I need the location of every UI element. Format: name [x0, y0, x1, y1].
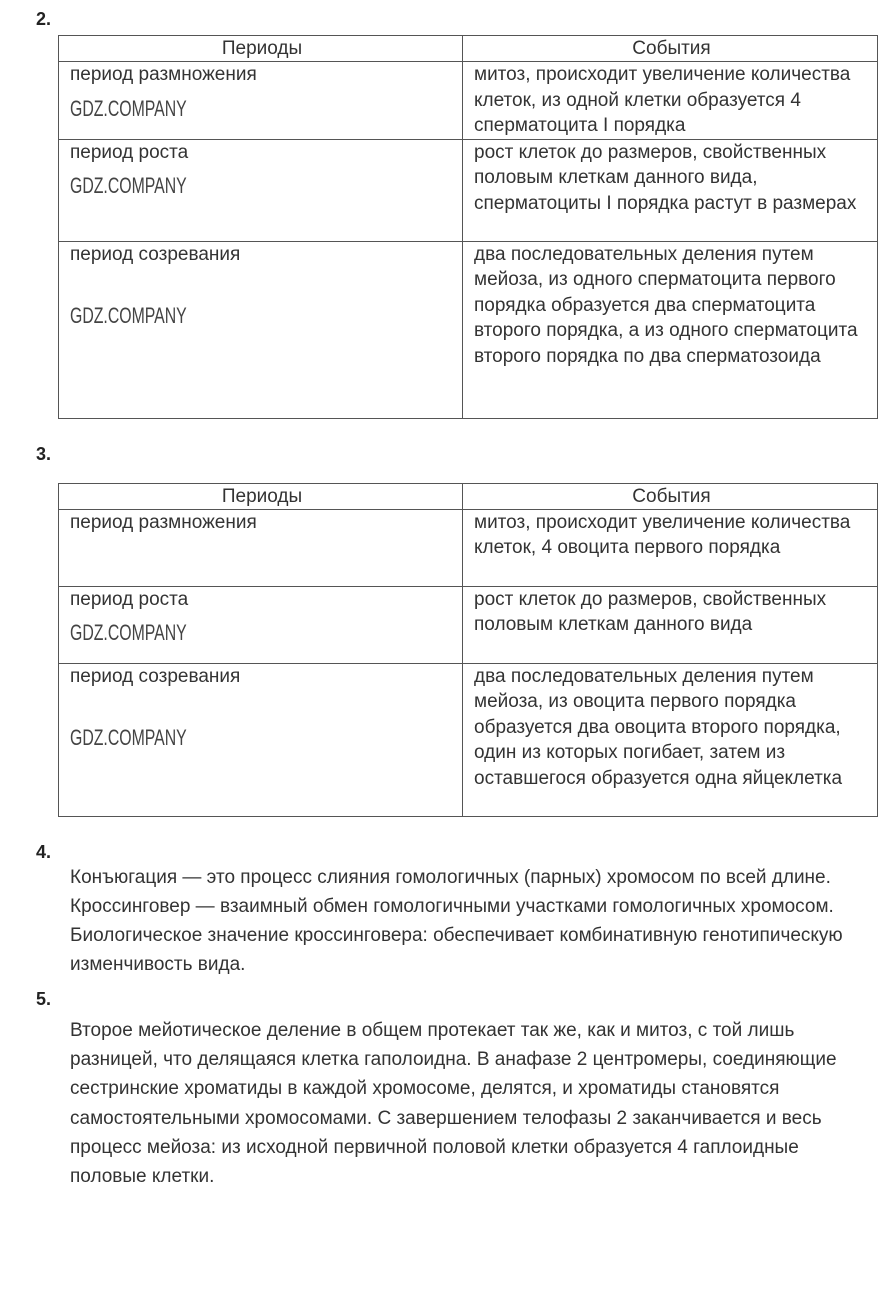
task-2-table — [58, 35, 878, 419]
task-2-number: 2. — [36, 9, 52, 29]
period-cell: период размножения — [59, 509, 463, 586]
watermark-text: GDZ.COMPANY — [70, 725, 187, 750]
period-text: период роста — [70, 588, 189, 610]
table-row — [59, 586, 878, 663]
table-row — [59, 241, 878, 418]
events-cell: два последовательных деления путем мейоза, из овоцита первого порядка образуется два овоцита второго порядка, один из которых погибает, затем из оставшегося образуется одна яйцеклетка — [463, 663, 878, 816]
events-cell: рост клеток до размеров, свойственных половым клеткам данного вида, сперматоциты I порядка растут в размерах — [463, 139, 878, 241]
task-5-number: 5. — [36, 988, 52, 1009]
watermark-text: GDZ.COMPANY — [70, 303, 187, 328]
table-row — [59, 62, 878, 140]
table-row — [59, 663, 878, 816]
answer-paragraph: Биологическое значение кроссинговера: обеспечивает комбинативную генотипическую изменчивость вида. — [70, 925, 843, 976]
period-cell — [59, 139, 463, 241]
header-periods: Периоды — [59, 483, 463, 509]
header-events: События — [463, 483, 878, 509]
period-cell — [59, 663, 463, 816]
period-text: период созревания — [70, 665, 241, 687]
period-cell — [59, 241, 463, 418]
period-cell — [59, 62, 463, 140]
events-cell: митоз, происходит увеличение количества клеток, из одной клетки образуется 4 сперматоцита I порядка — [463, 62, 878, 140]
watermark-text: GDZ.COMPANY — [70, 173, 187, 198]
header-events: События — [463, 36, 878, 62]
table-header-row — [59, 36, 878, 62]
watermark-text: GDZ.COMPANY — [70, 95, 187, 121]
table-row — [59, 139, 878, 241]
task-5-answer: Второе мейотическое деление в общем протекает так же, как и митоз, с той лишь разницей, что делящаяся клетка гаполоидна. В анафазе 2 центромеры, соединяющие сестринские хроматиды в каждой хромосоме, делятся, и хроматиды становятся самостоятельными хромосомами. С завершением телофазы 2 заканчивается и весь процесс мейоза: из исходной первичной половой клетки образуется 4 гаплоидные половые клетки. — [70, 1019, 837, 1188]
task-3-table — [58, 483, 878, 817]
watermark-text: GDZ.COMPANY — [70, 620, 187, 645]
events-cell: рост клеток до размеров, свойственных половым клеткам данного вида — [463, 586, 878, 663]
task-4-answer — [36, 863, 878, 980]
events-cell: митоз, происходит увеличение количества клеток, 4 овоцита первого порядка — [463, 509, 878, 586]
task-4-number: 4. — [36, 841, 52, 862]
period-text: период созревания — [70, 243, 241, 265]
table-header-row — [59, 483, 878, 509]
answer-paragraph: Конъюгация — это процесс слияния гомологичных (парных) хромосом по всей длине. — [70, 866, 831, 888]
period-text: период размножения — [70, 64, 257, 85]
period-text: период роста — [70, 141, 189, 163]
header-periods: Периоды — [59, 36, 463, 62]
events-cell: два последовательных деления путем мейоза, из одного сперматоцита первого порядка образуется два сперматоцита второго порядка, а из одного сперматоцита второго порядка по два сперматозоида — [463, 241, 878, 418]
period-cell — [59, 586, 463, 663]
table-row — [59, 509, 878, 586]
answer-paragraph: Кроссинговер — взаимный обмен гомологичными участками гомологичных хромосом. — [70, 895, 834, 917]
task-3-number: 3. — [36, 443, 52, 464]
